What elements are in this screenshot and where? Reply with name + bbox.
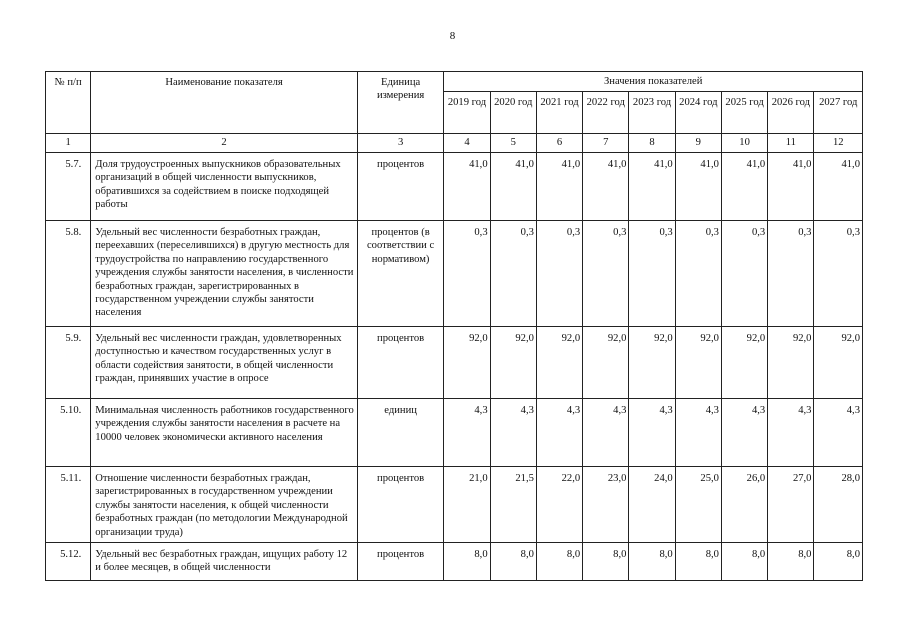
- row-number: 5.12.: [46, 543, 91, 581]
- indicator-name: Удельный вес безработных граждан, ищущих работу 12 и более месяцев, в общей численности: [91, 543, 358, 581]
- table-row: [46, 221, 863, 327]
- value-cell: 8,0: [490, 543, 536, 581]
- value-cell: 8,0: [536, 543, 582, 581]
- indicator-name: Удельный вес численности граждан, удовлетворенных доступностью и качеством государственных услуг в области содействия занятости, в общей численности граждан, принявших участие в опросе: [91, 327, 358, 399]
- row-number: 5.8.: [46, 221, 91, 327]
- value-cell: 8,0: [583, 543, 629, 581]
- value-cell: 92,0: [721, 327, 767, 399]
- value-cell: 27,0: [768, 467, 814, 543]
- indicator-name: Минимальная численность работников государственного учреждения службы занятости населения в расчете на 10000 человек экономически активного населения: [91, 399, 358, 467]
- row-number: 5.9.: [46, 327, 91, 399]
- unit-cell: процентов: [357, 327, 444, 399]
- header-no: № п/п: [46, 72, 91, 134]
- value-cell: 0,3: [490, 221, 536, 327]
- value-cell: 92,0: [490, 327, 536, 399]
- value-cell: 92,0: [536, 327, 582, 399]
- value-cell: 0,3: [721, 221, 767, 327]
- value-cell: 21,0: [444, 467, 490, 543]
- value-cell: 0,3: [675, 221, 721, 327]
- value-cell: 4,3: [536, 399, 582, 467]
- column-number: 12: [814, 134, 863, 153]
- value-cell: 4,3: [768, 399, 814, 467]
- column-number: 10: [721, 134, 767, 153]
- unit-cell: процентов: [357, 543, 444, 581]
- column-number: 6: [536, 134, 582, 153]
- value-cell: 41,0: [814, 153, 863, 221]
- value-cell: 0,3: [768, 221, 814, 327]
- header-year: 2020 год: [490, 92, 536, 134]
- header-year: 2022 год: [583, 92, 629, 134]
- value-cell: 26,0: [721, 467, 767, 543]
- indicator-name: Удельный вес численности безработных граждан, переехавших (переселившихся) в другую местность для трудоустройства по направлению государственного учреждения службы занятости населения, в численности безработных граждан, зарегистрированных в государственном учреждении службы занятости населения: [91, 221, 358, 327]
- value-cell: 21,5: [490, 467, 536, 543]
- row-number: 5.7.: [46, 153, 91, 221]
- value-cell: 8,0: [814, 543, 863, 581]
- value-cell: 8,0: [444, 543, 490, 581]
- value-cell: 25,0: [675, 467, 721, 543]
- table-row: [46, 153, 863, 221]
- page-number: 8: [449, 30, 456, 42]
- column-number: 9: [675, 134, 721, 153]
- column-number: 2: [91, 134, 358, 153]
- value-cell: 28,0: [814, 467, 863, 543]
- unit-cell: процентов: [357, 153, 444, 221]
- column-number: 4: [444, 134, 490, 153]
- column-number: 5: [490, 134, 536, 153]
- value-cell: 92,0: [629, 327, 675, 399]
- header-row: [46, 72, 863, 92]
- value-cell: 8,0: [629, 543, 675, 581]
- value-cell: 41,0: [444, 153, 490, 221]
- row-number: 5.10.: [46, 399, 91, 467]
- value-cell: 4,3: [814, 399, 863, 467]
- value-cell: 0,3: [536, 221, 582, 327]
- value-cell: 41,0: [675, 153, 721, 221]
- indicator-name: Отношение численности безработных граждан, зарегистрированных в государственном учреждении службы занятости населения, к общей численности безработных граждан (по методологии Международной организации труда): [91, 467, 358, 543]
- value-cell: 0,3: [583, 221, 629, 327]
- header-name: Наименование показателя: [91, 72, 358, 134]
- header-year: 2025 год: [721, 92, 767, 134]
- indicators-table: [45, 71, 863, 581]
- value-cell: 92,0: [583, 327, 629, 399]
- value-cell: 8,0: [768, 543, 814, 581]
- value-cell: 41,0: [583, 153, 629, 221]
- column-number: 1: [46, 134, 91, 153]
- unit-cell: процентов: [357, 467, 444, 543]
- header-year: 2019 год: [444, 92, 490, 134]
- column-number: 3: [357, 134, 444, 153]
- value-cell: 22,0: [536, 467, 582, 543]
- unit-cell: процентов (в соответствии с нормативом): [357, 221, 444, 327]
- header-year: 2024 год: [675, 92, 721, 134]
- column-number: 7: [583, 134, 629, 153]
- header-unit: Единица измерения: [357, 72, 444, 134]
- column-number: 11: [768, 134, 814, 153]
- row-number: 5.11.: [46, 467, 91, 543]
- header-year: 2021 год: [536, 92, 582, 134]
- value-cell: 24,0: [629, 467, 675, 543]
- value-cell: 0,3: [814, 221, 863, 327]
- column-number: 8: [629, 134, 675, 153]
- value-cell: 92,0: [444, 327, 490, 399]
- table-row: [46, 399, 863, 467]
- value-cell: 41,0: [536, 153, 582, 221]
- value-cell: 8,0: [721, 543, 767, 581]
- table-row: [46, 327, 863, 399]
- value-cell: 4,3: [721, 399, 767, 467]
- column-number-row: [46, 134, 863, 153]
- value-cell: 0,3: [444, 221, 490, 327]
- unit-cell: единиц: [357, 399, 444, 467]
- value-cell: 41,0: [490, 153, 536, 221]
- value-cell: 4,3: [629, 399, 675, 467]
- value-cell: 8,0: [675, 543, 721, 581]
- value-cell: 4,3: [583, 399, 629, 467]
- value-cell: 41,0: [721, 153, 767, 221]
- header-year: 2026 год: [768, 92, 814, 134]
- value-cell: 92,0: [675, 327, 721, 399]
- value-cell: 92,0: [814, 327, 863, 399]
- value-cell: 4,3: [444, 399, 490, 467]
- indicator-name: Доля трудоустроенных выпускников образовательных организаций в общей численности выпускников, обратившихся за содействием в поиске подходящей работы: [91, 153, 358, 221]
- header-year: 2023 год: [629, 92, 675, 134]
- header-year: 2027 год: [814, 92, 863, 134]
- value-cell: 92,0: [768, 327, 814, 399]
- table-row: [46, 467, 863, 543]
- value-cell: 0,3: [629, 221, 675, 327]
- value-cell: 4,3: [490, 399, 536, 467]
- value-cell: 41,0: [768, 153, 814, 221]
- value-cell: 41,0: [629, 153, 675, 221]
- value-cell: 4,3: [675, 399, 721, 467]
- header-values-group: Значения показателей: [444, 72, 863, 92]
- table-row: [46, 543, 863, 581]
- value-cell: 23,0: [583, 467, 629, 543]
